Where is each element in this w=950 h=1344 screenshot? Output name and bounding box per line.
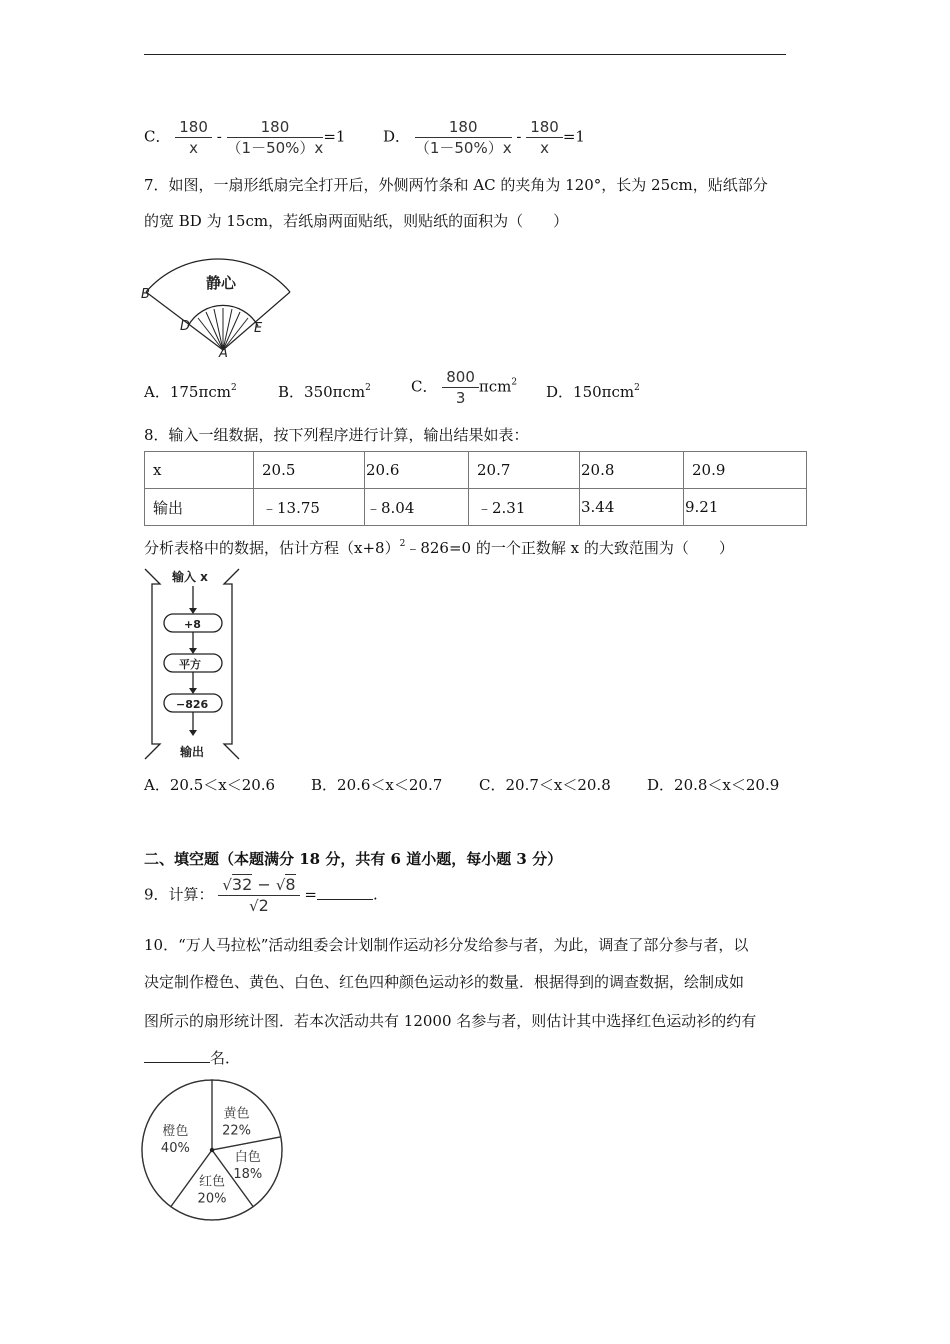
q8-stem: 8．输入一组数据，按下列程序进行计算，输出结果如表：	[144, 426, 529, 444]
flow-right-bracket	[224, 569, 239, 759]
pie-value-label: 20%	[197, 1191, 227, 1207]
q7-option-b: B．350πcm$^2$	[278, 383, 371, 401]
table-cell: 20.9	[684, 452, 807, 489]
arrow-head	[189, 608, 197, 614]
table-cell: 20.5	[254, 452, 365, 489]
q6-d-fraction-1: $\frac{180}{(1-50\%)x}$	[414, 118, 512, 157]
q8-option-a: A．20.5＜x＜20.6	[144, 776, 276, 794]
q10-line-3: 图所示的扇形统计图．若本次活动共有 12000 名参与者，则估计其中选择红色运动衫的约有	[144, 1012, 757, 1030]
pie-chart	[140, 1074, 290, 1224]
q8-option-b: B．20.6＜x＜20.7	[311, 776, 443, 794]
q6-c-equals: =1	[323, 127, 346, 146]
q6-option-d-label: D．	[383, 127, 411, 146]
q6-c-minus: -	[216, 127, 222, 146]
q10-line-4: 名．	[144, 1047, 240, 1068]
table-row	[145, 452, 807, 489]
q10-line-1: 10．“万人马拉松”活动组委会计划制作运动衫分发给参与者，为此，调查了部分参与者，以	[144, 936, 749, 954]
flowchart	[142, 566, 244, 762]
q8-data-table	[144, 451, 807, 526]
q6-d-fraction-2: $\frac{180}{x}$	[526, 118, 563, 157]
table-cell: 输出	[145, 489, 254, 526]
table-cell: 20.6	[365, 452, 469, 489]
table-cell: 20.8	[580, 452, 684, 489]
flow-step-1: +8	[184, 618, 201, 631]
q8-analysis: 分析表格中的数据，估计方程$(x+8)^2﹣826=0$ 的一个正数解 x 的大致范围为（ ）	[144, 539, 734, 557]
flow-step-3: −826	[176, 698, 209, 711]
section-heading: 二、填空题（本题满分 18 分，共有 6 道小题，每小题 3 分）	[144, 850, 563, 868]
q9-fraction: $\frac{√32 - √8}{√2}$	[218, 876, 299, 915]
q6-d-equals: =1	[562, 127, 585, 146]
label-d: D	[180, 319, 191, 334]
table-row	[145, 489, 807, 526]
table-cell: x	[145, 452, 254, 489]
q10-line-2: 决定制作橙色、黄色、白色、红色四种颜色运动衫的数量．根据得到的调查数据，绘制成如	[144, 973, 745, 991]
pie-value-label: 40%	[160, 1141, 190, 1157]
fan-figure	[140, 246, 300, 358]
table-cell: ﹣2.31	[469, 489, 580, 526]
pie-value-label: 22%	[222, 1123, 251, 1139]
arrow-head	[189, 688, 197, 694]
q8-option-d: D．20.8＜x＜20.9	[647, 776, 780, 794]
pie-category-label: 红色	[198, 1174, 226, 1190]
q9: 9．计算： $\frac{√32 - √8}{√2}$ = .	[144, 875, 378, 915]
q7-c-fraction: $\frac{800}{3}$	[442, 368, 479, 407]
label-a: A	[219, 346, 228, 358]
flow-step-2: 平方	[179, 658, 201, 671]
q7-option-d: D．150πcm$^2$	[546, 383, 640, 401]
answer-blank[interactable]	[144, 1048, 210, 1063]
arrow-head	[189, 648, 197, 654]
q7-stem-line-2: 的宽 BD 为 15cm，若纸扇两面贴纸，则贴纸的面积为（ ）	[144, 212, 569, 230]
pie-center-dot	[210, 1148, 214, 1152]
flow-input-label: 输入 x	[172, 570, 208, 584]
header-rule	[144, 54, 786, 55]
q6-option-c-label: C．	[144, 127, 171, 146]
q7-stem-line-1: 7．如图，一扇形纸扇完全打开后，外侧两竹条和 AC 的夹角为 120°，长为 25cm，贴纸部分	[144, 176, 768, 194]
fan-text: 静心	[206, 274, 237, 292]
table-cell: ﹣8.04	[365, 489, 469, 526]
label-e: E	[254, 321, 263, 336]
q7-option-c: C． $\frac{800}{3}$ πcm$^2$	[411, 368, 518, 407]
pie-category-label: 橙色	[162, 1124, 189, 1140]
pie-value-label: 18%	[233, 1167, 263, 1183]
q6-c-fraction-1: $\frac{180}{x}$	[175, 118, 212, 157]
q6-c-fraction-2: $\frac{180}{(1-50\%)x}$	[226, 118, 324, 157]
arrow-head	[189, 730, 197, 736]
q8-option-c: C．20.7＜x＜20.8	[479, 776, 611, 794]
pie-category-label: 黄色	[223, 1106, 250, 1122]
q6-d-minus: -	[516, 127, 522, 146]
flow-left-bracket	[145, 569, 160, 759]
answer-blank[interactable]	[317, 885, 373, 900]
pie-category-label: 白色	[234, 1150, 261, 1166]
table-cell: 20.7	[469, 452, 580, 489]
flow-output-label: 输出	[180, 745, 205, 759]
table-cell: 3.44	[580, 489, 684, 526]
q7-option-a: A．175πcm$^2$	[144, 383, 237, 401]
table-cell: 9.21	[684, 489, 807, 526]
label-b: B	[141, 287, 150, 302]
table-cell: ﹣13.75	[254, 489, 365, 526]
q6-options	[144, 118, 585, 157]
